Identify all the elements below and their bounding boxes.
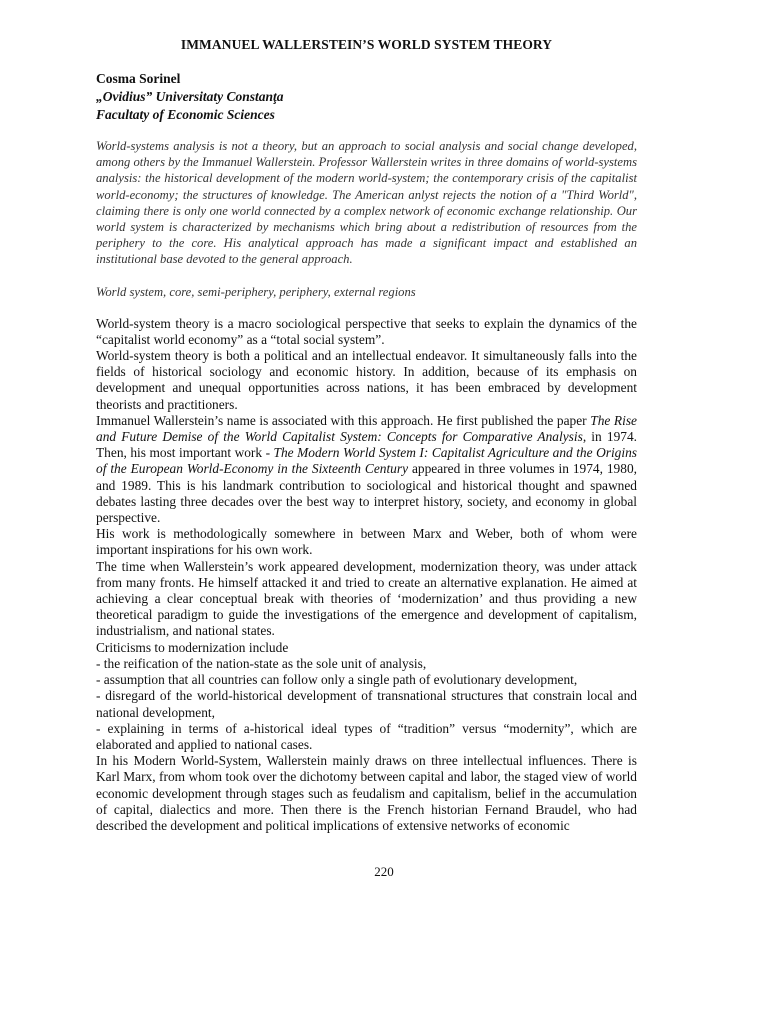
author-affiliation-faculty: Facultaty of Economic Sciences [96,107,275,122]
body-paragraph: His work is methodologically somewhere in between Marx and Weber, both of whom were important inspirations for his own work. [96,526,637,558]
author-affiliation-university: „Ovidius” Universitaty Constanţa [96,89,284,104]
body-text-span: appeared in three volumes in 1974, 1980, and 1989. This is his landmark contribution to sociological and historical thought and spawned debates lasting three decades over the best way to interpret history, society, and economy in global perspective. [96,461,637,526]
page-number: 220 [374,864,394,879]
body-text-span: Immanuel Wallerstein’s name is associated with this approach. He first published the paper [96,412,591,428]
body-paragraph: In his Modern World-System, Wallerstein mainly draws on three intellectual influences. There is Karl Marx, from whom took over the dichotomy between capital and labor, the staged view of world economic development through stages such as feudalism and capitalism, belief in the accumulation of capital, dialectics and more. Then there is the French historian Fernand Braudel, who had described the development and political implications of extensive networks of economic [96,753,637,833]
document-page [96,36,637,834]
abstract: World-systems analysis is not a theory, but an approach to social analysis and social change developed, among others by the Immanuel Wallerstein. Professor Wallerstein writes in three domains of world-systems analysis: the historical development of the modern world-system; the contemporary crisis of the capitalist world-economy; the structures of knowledge. The American anlyst rejects the notion of a "Third World", claiming there is only one world connected by a complex network of economic exchange relationship. Our world system is characterized by mechanisms which bring about a redistribution of resources from the periphery to the core. His analytical approach has made a significant impact and established an institutional base devoted to the general approach. [96,139,637,267]
list-item: - the reification of the nation-state as the sole unit of analysis, [96,655,427,671]
keywords: World system, core, semi-periphery, periphery, external regions [96,284,416,299]
body-paragraph: World-system theory is both a political and an intellectual endeavor. It simultaneously falls into the fields of historical sociology and economic history. In addition, because of its emphasis on development and unequal opportunities across nations, it has been embraced by development theorists and practitioners. [96,348,637,412]
body-paragraph: Criticisms to modernization include [96,639,289,655]
body-text-span: , in 1974. Then, his most important work - [96,429,637,461]
paper-title: IMMANUEL WALLERSTEIN’S WORLD SYSTEM THEORY [180,37,553,52]
list-item: - disregard of the world-historical development of transnational structures that constrain local and national development, [96,688,637,720]
list-item: - assumption that all countries can follow only a single path of evolutionary development, [96,672,578,688]
list-item: - explaining in terms of a-historical ideal types of “tradition” versus “modernity”, which are elaborated and applied to national cases. [96,720,637,752]
body-paragraph: The time when Wallerstein’s work appeared development, modernization theory, was under attack from many fronts. He himself attacked it and tried to create an alternative explanation. He aimed at achieving a clear conceptual break with theories of ‘modernization’ and thus providing a new theoretical paradigm to guide the investigations of the emergence and development of capitalism, industrialism, and national states. [96,558,637,639]
cited-work-title: The Rise and Future Demise of the World Capitalist System: Concepts for Comparative Analysis [96,412,637,445]
cited-work-title: The Modern World System I: Capitalist Agriculture and the Origins of the European World-Economy in the Sixteenth Century [96,445,637,477]
author-name: Cosma Sorinel [96,71,181,86]
body-paragraph: World-system theory is a macro sociological perspective that seeks to explain the dynamics of the “capitalist world economy” as a “total social system”. [96,315,637,347]
body-text [96,316,637,835]
body-paragraph [96,413,637,526]
